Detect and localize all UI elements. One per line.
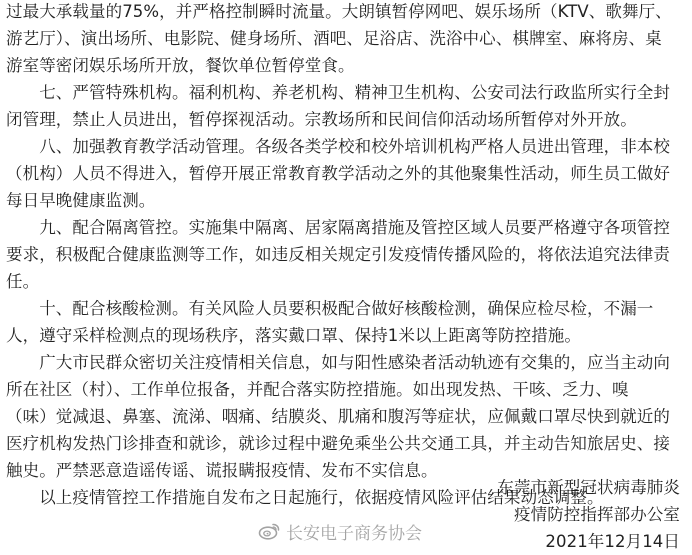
body-line: 医疗机构发热门诊排查和就诊，就诊过程中避免乘坐公共交通工具，并主动告知旅居史、接 <box>6 434 670 453</box>
body-line: 每日早晚健康监测。 <box>6 191 156 210</box>
body-line: 以上疫情管控工作措施自发布之日起施行，依据疫情风险评估结果动态调整。 <box>6 488 604 507</box>
body-line: （机构）人员不得进入，暂停开展正常教育教学活动之外的其他聚集性活动，师生员工做好 <box>6 164 670 183</box>
body-line: 七、严管特殊机构。福利机构、养老机构、精神卫生机构、公安司法行政监所实行全封 <box>6 83 670 102</box>
signature-org-line2: 疫情防控指挥部办公室 <box>514 505 680 524</box>
body-line: 过最大承载量的75%，并严格控制瞬时流量。大朗镇暂停网吧、娱乐场所（KTV、歌舞厅、 <box>6 2 672 21</box>
body-line: 广大市民群众密切关注疫情相关信息，如与阳性感染者活动轨迹有交集的，应当主动向 <box>6 353 670 372</box>
watermark <box>258 518 422 544</box>
body-line: （味）觉减退、鼻塞、流涕、咽痛、结膜炎、肌痛和腹泻等症状，应佩戴口罩尽快到就近的 <box>6 407 670 426</box>
body-line: 所在社区（村）、工作单位报备，并配合落实防控措施。如出现发热、干咳、乏力、嗅 <box>6 380 629 399</box>
body-line: 游艺厅）、演出场所、电影院、健身场所、酒吧、足浴店、洗浴中心、棋牌室、麻将房、桌 <box>6 29 662 48</box>
body-line: 任。 <box>6 272 40 291</box>
body-line: 闭管理，禁止人员进出，暂停探视活动。宗教场所和民间信仰活动场所暂停对外开放。 <box>6 110 637 129</box>
body-line: 十、配合核酸检测。有关风险人员要积极配合做好核酸检测，确保应检尽检，不漏一 <box>6 299 654 318</box>
signature-date: 2021年12月14日 <box>545 532 680 551</box>
body-line: 九、配合隔离管控。实施集中隔离、居家隔离措施及管控区域人员要严格遵守各项管控 <box>6 218 670 237</box>
body-line: 人，遵守采样检测点的现场秩序，落实戴口罩、保持1米以上距离等防控措施。 <box>6 326 581 345</box>
watermark-text: 长安电子商务协会 <box>286 523 422 544</box>
signature-org-line1: 东莞市新型冠状病毒肺炎 <box>497 478 680 497</box>
body-line: 游室等密闭娱乐场所开放，餐饮单位暂停堂食。 <box>6 56 355 75</box>
body-line: 八、加强教育教学活动管理。各级各类学校和校外培训机构严格人员进出管理，非本校 <box>6 137 670 156</box>
weibo-icon <box>258 522 280 540</box>
body-line: 触史。严禁恶意造谣传谣、谎报瞒报疫情、发布不实信息。 <box>6 461 438 480</box>
body-line: 要求，积极配合健康监测等工作，如违反相关规定引发疫情传播风险的，将依法追究法律责 <box>6 245 670 264</box>
